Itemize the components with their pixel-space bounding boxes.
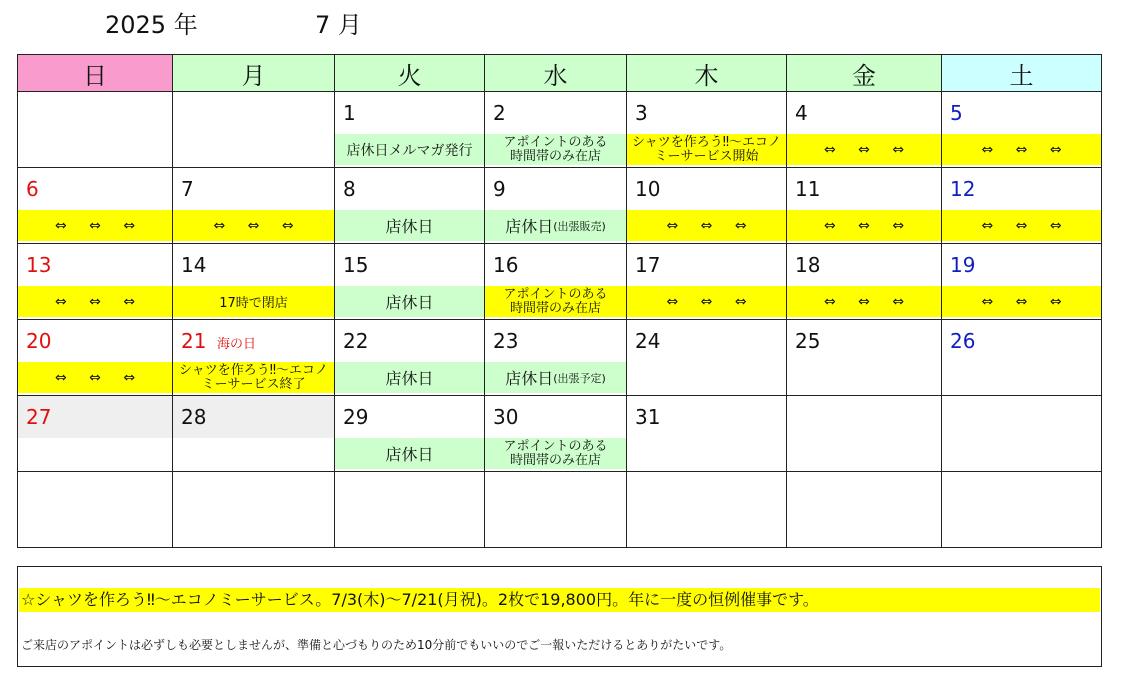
day-cell[interactable] (485, 92, 627, 168)
continuation-arrows: ⇔ ⇔ ⇔ (18, 210, 172, 241)
week-row (18, 168, 1102, 244)
weekday-thu: 木 (627, 55, 787, 92)
continuation-arrows: ⇔ ⇔ ⇔ (787, 210, 941, 241)
day-number: 24 (635, 329, 661, 353)
day-number: 11 (795, 177, 821, 201)
day-number: 8 (343, 177, 356, 201)
notice-box (17, 566, 1102, 667)
continuation-arrows: ⇔ ⇔ ⇔ (942, 134, 1101, 165)
day-number: 23 (493, 329, 519, 353)
day-number: 15 (343, 253, 369, 277)
note-line: シャツを作ろう‼～エコノ (178, 362, 329, 378)
note-line: シャツを作ろう‼～エコノ (631, 134, 782, 150)
weekday-fri: 金 (787, 55, 942, 92)
day-cell-empty (173, 472, 335, 548)
day-note: 17時で閉店 (173, 286, 334, 317)
day-note: 店休日 (335, 438, 484, 469)
day-number: 17 (635, 253, 661, 277)
weekday-sun: 日 (18, 55, 173, 92)
note-detail: (出張販売) (553, 219, 606, 233)
day-number: 7 (181, 177, 194, 201)
weekday-wed: 水 (485, 55, 627, 92)
day-cell-empty (18, 472, 173, 548)
day-cell[interactable] (787, 168, 942, 244)
day-number: 19 (950, 253, 976, 277)
day-cell[interactable] (485, 320, 627, 396)
day-cell[interactable] (942, 92, 1102, 168)
day-cell[interactable] (627, 92, 787, 168)
day-number: 6 (26, 177, 39, 201)
day-note (485, 438, 626, 469)
day-cell[interactable] (787, 244, 942, 320)
weekday-header-row (18, 55, 1102, 92)
continuation-arrows: ⇔ ⇔ ⇔ (787, 134, 941, 165)
day-note (485, 210, 626, 241)
day-number: 27 (26, 405, 52, 429)
day-number: 21 (181, 329, 207, 353)
day-cell-empty (627, 472, 787, 548)
day-cell-empty (485, 472, 627, 548)
day-cell-empty (335, 472, 485, 548)
day-cell-empty (18, 92, 173, 168)
day-cell[interactable] (173, 320, 335, 396)
day-number: 20 (26, 329, 52, 353)
continuation-arrows: ⇔ ⇔ ⇔ (627, 210, 786, 241)
day-number: 30 (493, 405, 519, 429)
day-cell[interactable] (335, 92, 485, 168)
day-cell[interactable] (335, 320, 485, 396)
day-cell-empty (942, 396, 1102, 472)
day-number: 3 (635, 101, 648, 125)
day-number: 14 (181, 253, 207, 277)
day-number: 26 (950, 329, 976, 353)
day-cell[interactable] (787, 92, 942, 168)
day-cell[interactable] (18, 244, 173, 320)
day-number: 13 (26, 253, 52, 277)
day-number: 1 (343, 101, 356, 125)
day-cell[interactable] (18, 168, 173, 244)
day-note: 店休日メルマガ発行 (335, 134, 484, 165)
day-note (485, 362, 626, 393)
continuation-arrows: ⇔ ⇔ ⇔ (18, 362, 172, 393)
continuation-arrows: ⇔ ⇔ ⇔ (627, 286, 786, 317)
day-cell[interactable] (335, 396, 485, 472)
continuation-arrows: ⇔ ⇔ ⇔ (942, 210, 1101, 241)
day-cell[interactable] (627, 320, 787, 396)
day-cell[interactable] (173, 244, 335, 320)
day-number: 10 (635, 177, 661, 201)
note-line: アポイントのある (503, 134, 608, 150)
day-number: 9 (493, 177, 506, 201)
note-text: 店休日 (505, 217, 554, 236)
day-cell[interactable] (18, 320, 173, 396)
calendar-grid (17, 54, 1102, 548)
day-cell[interactable] (485, 168, 627, 244)
day-cell[interactable] (18, 396, 173, 472)
calendar-month: 7 月 (315, 11, 362, 39)
day-cell[interactable] (627, 168, 787, 244)
day-cell[interactable] (335, 244, 485, 320)
day-number: 12 (950, 177, 976, 201)
day-cell[interactable] (335, 168, 485, 244)
day-number: 18 (795, 253, 821, 277)
day-note: 店休日 (335, 210, 484, 241)
day-note: 店休日 (335, 286, 484, 317)
note-text: 店休日 (505, 369, 554, 388)
note-line: 時間帯のみ在店 (509, 300, 601, 316)
day-cell-empty (173, 92, 335, 168)
day-note (485, 286, 626, 317)
day-cell-empty (787, 396, 942, 472)
day-number: 28 (181, 405, 207, 429)
continuation-arrows: ⇔ ⇔ ⇔ (18, 286, 172, 317)
continuation-arrows: ⇔ ⇔ ⇔ (942, 286, 1101, 317)
day-number: 4 (795, 101, 808, 125)
week-row (18, 320, 1102, 396)
note-line: ミーサービス開始 (654, 148, 759, 164)
continuation-arrows: ⇔ ⇔ ⇔ (173, 210, 334, 241)
day-cell[interactable] (942, 244, 1102, 320)
day-number: 25 (795, 329, 821, 353)
day-cell[interactable] (173, 168, 335, 244)
day-note (627, 134, 786, 165)
week-row (18, 92, 1102, 168)
appointment-note: ご来店のアポイントは必ずしも必要としませんが、準備と心づもりのため10分前でもいいのでご一報いただけるとありがたいです。 (21, 638, 732, 652)
note-detail: (出張予定) (553, 371, 606, 385)
campaign-highlight: ☆シャツを作ろう‼～エコノミーサービス。7/3(木)～7/21(月祝)。2枚で19,800円。年に一度の恒例催事です。 (19, 588, 1100, 612)
weekday-mon: 月 (173, 55, 335, 92)
week-row (18, 472, 1102, 548)
day-cell[interactable] (942, 168, 1102, 244)
day-cell[interactable] (627, 244, 787, 320)
day-cell[interactable] (485, 396, 627, 472)
week-row (18, 396, 1102, 472)
day-note (173, 362, 334, 393)
day-cell[interactable] (173, 396, 335, 472)
note-line: アポイントのある (503, 286, 608, 302)
day-cell[interactable] (627, 396, 787, 472)
weekday-sat: 土 (942, 55, 1102, 92)
continuation-arrows: ⇔ ⇔ ⇔ (787, 286, 941, 317)
day-number: 2 (493, 101, 506, 125)
day-number: 5 (950, 101, 963, 125)
note-line: 時間帯のみ在店 (509, 148, 601, 164)
day-number: 22 (343, 329, 369, 353)
day-number: 29 (343, 405, 369, 429)
day-cell-empty (787, 472, 942, 548)
day-note: 店休日 (335, 362, 484, 393)
day-cell[interactable] (787, 320, 942, 396)
note-line: ミーサービス終了 (201, 376, 306, 392)
note-line: アポイントのある (503, 438, 608, 454)
holiday-label: 海の日 (217, 337, 257, 352)
week-row (18, 244, 1102, 320)
day-cell[interactable] (485, 244, 627, 320)
day-number: 31 (635, 405, 661, 429)
weekday-tue: 火 (335, 55, 485, 92)
calendar-year: 2025 年 (105, 11, 198, 39)
day-note (485, 134, 626, 165)
day-cell[interactable] (942, 320, 1102, 396)
note-line: 時間帯のみ在店 (509, 452, 601, 468)
day-cell-empty (942, 472, 1102, 548)
day-number: 16 (493, 253, 519, 277)
